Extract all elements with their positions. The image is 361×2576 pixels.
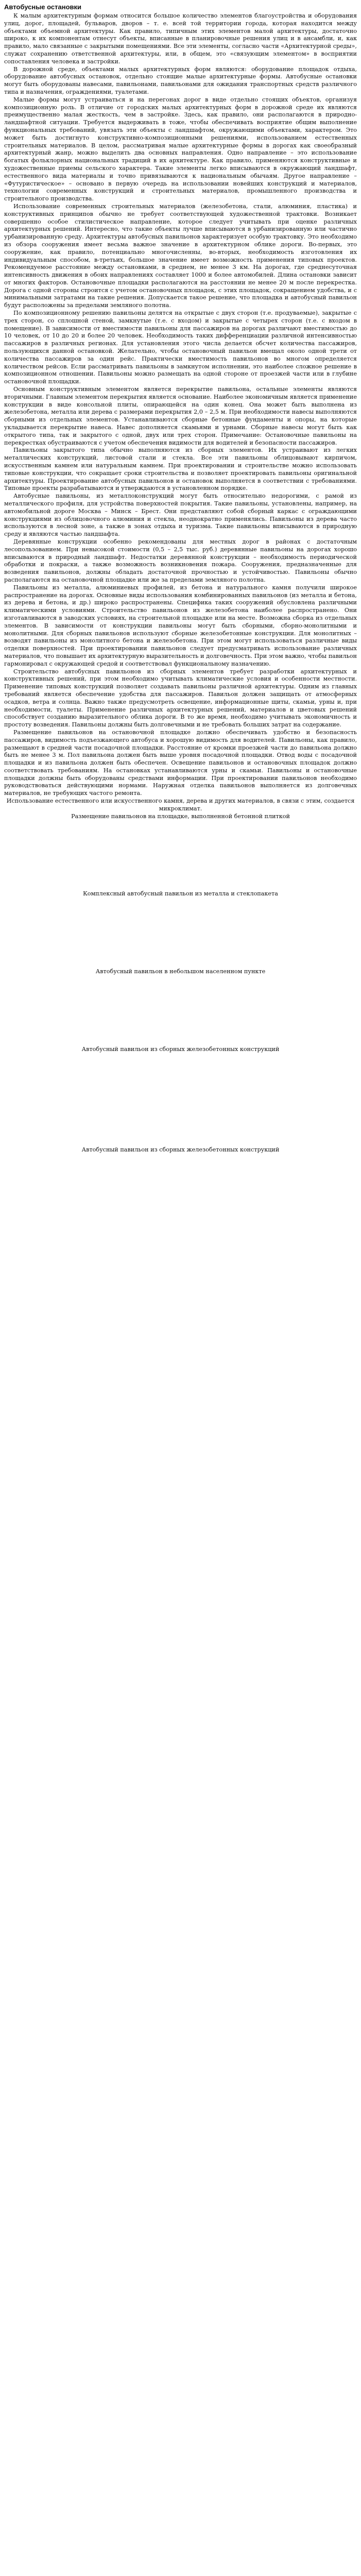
figure-caption: Автобусный павильон из сборных железобетонных конструкций — [81, 1046, 280, 1053]
paragraph: По композиционному решению павильоны делятся на открытые с двух сторон (т.е. продуваемые), закрытые с трех сторон, со сплошной стеной, замкнутые (т.е. с входом) и закрытые с четырех сторон (т.е. с входом в помещение). В зависимости от вместимости павильоны для пассажиров на дорогах различают вместимостью до 10 человек, от 10 до 20 и более 20 человек. Необходимость таких дифференциации различной интенсивностью пассажиров в различных регионах. Для установления этого числа делается обсчет количества пассажиров, пользующихся данной остановкой. Желательно, чтобы остановочный павильон вмещал около одной трети от количества пассажиров за один рейс. Практически вместимость павильонов во многом определяется количеством рейсов. Если рассматривать павильоны в замкнутом исполнении, это наиболее сложное решение в композиционном отношении. Павильоны можно размещать на одной стороне от проезжей части или в глубине остановочной площадки. — [4, 310, 357, 385]
image-icon — [150, 910, 212, 956]
figure-image — [4, 820, 357, 890]
image-icon — [150, 1077, 212, 1123]
image-icon — [150, 988, 212, 1034]
figure-image — [4, 976, 357, 1046]
figure-metal-glass-pavilion — [4, 820, 357, 898]
figure-precast-concrete-pavilion-2 — [4, 1054, 357, 1154]
article-title: Автобусные остановки — [4, 3, 82, 11]
paragraph: Использование современных строительных материалов (железобетона, стали, алюминия, пластика) и конструктивных принципов обычно не требует соответствующей художественной трактовки. Возникает совершенно особое стилистическое направление, которое следует учитывать при оценке различных архитектурных решений. Интересно, что такие объекты лучше вписываются в урбанизированную или частично урбанизированную среду. Архитектуры автобусных павильонов характеризует особую трактовку. Это необходимо из обзора сооружения имеет весьма важное значение в архитектурном облике дороги. Во-первых, это сооружение, как правило, потенциально многочисленны, во-вторых, необходимость изготовления их индивидуальным способом, в-третьих, большое значение имеет возможность применения типовых проектов. Рекомендуемое расстояние между остановками, в среднем, не менее 3 км. На дорогах, где среднесуточная интенсивность движения в обоих направлениях составляет 1000 и более автомобилей. Длина остановки зависит от многих факторов. Остановочные площадки располагаются на расстоянии не менее 20 м после перекрестка. Дорога с одной стороны строится с учетом остановочных площадок, с этих площадок, сокращением удобства, и с минимальными затратами на такие решения. Допускается такое решение, что площадка и автобусный павильон будут расположены за пределами земляного полотна. — [4, 202, 357, 309]
figure-caption: Комплексный автобусный павильон из металла и стеклопакета — [83, 890, 278, 897]
paragraph: Павильоны из металла, алюминиевых профилей, из бетона и натурального камня получили широкое распространение на дорогах. Основные виды использования комбинированных павильонов (из металла и бетона, из дерева и бетона, и др.) широко распространены. Специфика таких сооружений обусловлена различными климатическими условиями. Строительство павильонов из железобетона наиболее распространено. Они изготавливаются в заводских условиях, на строительной площадке или на месте. Возможна сборка из отдельных элементов. В зависимости от конструкции павильоны могут быть сборными, сборно-монолитными и монолитными. Для сборных павильонов используют сборные железобетонные конструкции. Для монолитных – возводят павильоны из монолитного бетона и железобетона. При этом могут использоваться различные виды отделки поверхностей. При проектировании павильонов следует предусматривать использование различных материалов, что повышает их архитектурную выразительность и долговечность. При этом важно, чтобы павильон гармонировал с окружающей средой и соответствовал функциональному назначению. — [4, 584, 357, 667]
paragraph: В дорожной среде, объектами малых архитектурных форм являются: оборудование площадок отдыха, оборудование автобусных остановок, отдельно стоящие малые архитектурные формы. Автобусные остановки могут быть оборудованы навесами, павильонами, павильонами для ожидания транспортных средств различного типа и назначения, ограждениями, туалетами. — [4, 65, 357, 95]
figure-image — [4, 1054, 357, 1146]
paragraph: Основным конструктивным элементом является перекрытие павильона, остальные элементы являются вторичными. Главным элементом перекрытия является основание. Наиболее экономичным является применение конструкции в виде консольной плиты, опирающейся на один конец. Она может быть выполнена из железобетона, металла или дерева с размерами перекрытия 2,0 – 2,5 м. При необходимости навесы выполняются сборными из отдельных элементов. Устанавливаются сборные бетонные фундаменты и опоры, на которые укладывается перекрытие навеса. Навес дополняется скамьями и урнами. Сборные навесы могут быть как открытого типа, так и закрытого с одной, двух или трех сторон. Примечание: Остановочные павильоны на перекрестках обустраиваются с учетом обеспечения видимости для водителей и безопасности пассажиров. — [4, 386, 357, 446]
paragraph: Автобусные павильоны, из металлоконструкций могут быть относительно недорогими, с рамой из металлического профиля, для устройства поверхностей покрытия. Такие павильоны, установлены, например, на автомобильной дороге Москва – Минск – Брест. Они представляют собой сборный каркас с ограждающими конструкциями из облицовочного алюминия и стекла, неоднократно применялись. Павильоны из дерева часто используются в лесной зоне, а также в зонах отдыха и туризма. Такие павильоны вписываются в природную среду и являются частью ландшафта. — [4, 493, 357, 538]
centered-line: Использование естественного или искусственного камня, дерева и других материалов, в связи с этим, создается микроклимат. — [6, 798, 355, 812]
image-icon — [150, 832, 212, 878]
paragraph: К малым архитектурным формам относится большое количество элементов благоустройства и оборудования улиц, дорог, площадей, бульваров, дворов – т. е. всей той территории города, которая находится между объектами объемной архитектуры. Как правило, типичным этих элементов малой архитектуры, достаточно широко, к их компонентам отнесут объекты, вписанные в планировочные решения улиц и в ансамбли, и, как правило, мало связанные с закрытыми помещениями. Все эти элементы, согласно части «Архитектурной среды», служат сохранению ответственной архитектуры, или, в общем, это «связующим элементом» в восприятии сопоставления человека и застройки. — [4, 12, 357, 65]
figure-caption: Автобусный павильон в небольшом населенном пункте — [95, 968, 266, 975]
paragraph: Размещение павильонов на остановочной площадке должно обеспечивать удобство и безопасность пассажиров, видимость подъезжающего автобуса и хорошую видимость для водителей. Павильоны, как правило, размещают в средней части посадочной площадки. Расстояние от кромки проезжей части до павильона должно быть не менее 3 м. Пол павильона должен быть выше уровня посадочной площадки. Отвод воды с посадочной площадки и из павильона должен быть обеспечен. Освещение павильонов и остановочных площадок должно соответствовать требованиям. На остановках устанавливаются урны и скамьи. Павильоны и остановочные площадки должны быть оборудованы средствами информации. При проектировании павильонов необходимо руководствоваться действующими нормами. Наружная отделка павильонов выполняется из долговечных материалов, не требующих частого ремонта. — [4, 728, 357, 797]
figure-caption: Автобусный павильон из сборных железобетонных конструкций — [81, 1146, 280, 1153]
figure-small-settlement-pavilion — [4, 898, 357, 976]
paragraph: Деревянные конструкции особенно рекомендованы для местных дорог в районах с достаточным лесопользованием. При невысокой стоимости (0,5 – 2,5 тыс. руб.) деревянные павильоны на дорогах хорошо вписываются в природный ландшафт. Недостатки деревянной конструкции – необходимость периодической обработки и покраски, а также возможность возникновения пожара. Сооружения, предназначенные для возведения павильонов, должны обладать достаточной прочностью и устойчивостью. Павильоны обычно располагаются на остановочной площадке или же за пределами земляного полотна. — [4, 538, 357, 583]
figure-precast-concrete-pavilion — [4, 976, 357, 1054]
paragraph: Павильоны закрытого типа обычно выполняются из сборных элементов. Их устраивают из легких металлических конструкций, листовой стали и стекла. Все эти павильоны облицовывают кирпичом, искусственным камнем или натуральным камнем. При проектировании и строительстве можно использовать типовые конструкции, что сокращает сроки строительства и позволяет проектировать павильоны оригинальной архитектуры. Проектирование автобусных павильонов и остановок выполняется в соответствии с требованиями. Типовые проекты разрабатываются и утверждаются в установленном порядке. — [4, 447, 357, 492]
paragraph: Строительство автобусных павильонов из сборных элементов требует разработки архитектурных и конструктивных решений, при этом необходимо учитывать климатические условия и особенности местности. Применение типовых конструкций позволяет создавать павильоны различной архитектуры. Одним из главных требований является обеспечение удобства для пассажиров. Павильон должен защищать от атмосферных осадков, ветра и солнца. Важно также предусмотреть освещение, информационные щиты, скамьи, урны и, при необходимости, туалеты. Применение различных архитектурных решений, материалов и цветовых решений способствует созданию выразительного облика дороги. В то же время, необходимо учитывать экономичность и простоту возведения. Павильоны должны быть долговечными и не требовать больших затрат на содержание. — [4, 668, 357, 728]
paragraph: Малые формы могут устраиваться и на перегонах дорог в виде отдельно стоящих объектов, организуя композиционную роль. В отличие от городских малых архитектурных форм в дорожной среде их являются преимущественно малая жесткость, чем в застройке. Здесь, как правило, они располагаются в природно-ландшафтной ситуации. Требуется выдерживать в тоже, чтобы обеспечивать восприятие общим выполнение функциональных требований, увязать эти объекты с ландшафтом, окружающими объектами, характером. Это может быть достигнуто конструктивно-композиционными решениями, использованием естественных строительных материалов. В целом, рассматривая малые архитектурные формы в дорогах как своеобразный архитектурный жанр, можно выделить два основных направления. Одно направление – это использование богатых фольклорных национальных традиций в их архитектуре. Как правило, применяются конструктивные и художественные приемы сельского характера. Такие элементы легко вписываются в окружающий ландшафт, естественного вида материалы и точно привязываются к национальным обычаям. Другое направление – «Футуристическое» – основано в первую очередь на использовании новейших конструкций и материалов, технологии современных конструкций и строительных материалов, промышленного производства и строительного производства. — [4, 96, 357, 202]
figure-image — [4, 898, 357, 968]
centered-line: Размещение павильонов на площадке, выполненной бетонной плиткой — [71, 812, 290, 820]
